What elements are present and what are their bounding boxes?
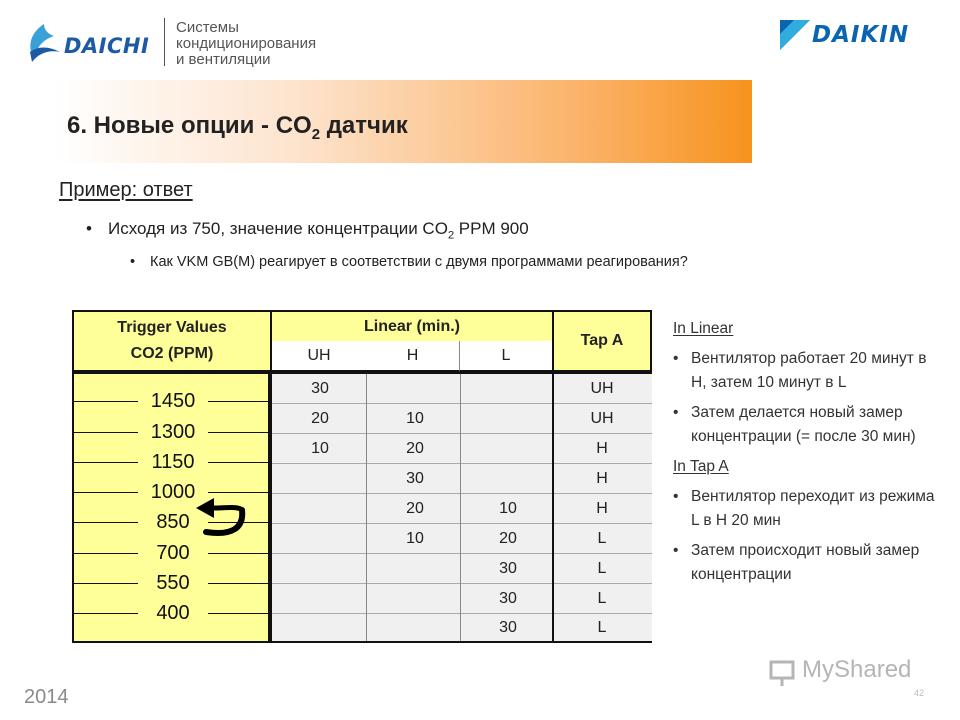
cell-uh	[272, 524, 368, 554]
title-suffix: датчик	[320, 112, 408, 139]
subheader-l: L	[460, 341, 554, 372]
trigger-values-column	[72, 372, 270, 643]
cell-tap: L	[597, 560, 607, 577]
bullet1-prefix: Исходя из 750, значение концентрации CO	[108, 219, 448, 238]
tagline-line-1: Системы	[176, 19, 239, 36]
cell-l	[462, 464, 554, 494]
presentation-icon	[768, 658, 798, 688]
cell-uh: 30	[311, 380, 329, 397]
bullet-dot: •	[86, 219, 92, 238]
note-text: Вентилятор переходит из режима L в H 20 мин	[691, 488, 935, 529]
watermark-text: MyShared	[802, 656, 912, 683]
cell-tap: H	[596, 470, 608, 487]
cell-l: 10	[499, 500, 517, 517]
cell-l	[462, 374, 554, 404]
title-prefix: 6. Новые опции - CO	[67, 112, 312, 139]
bullet-dot: •	[673, 542, 679, 559]
table-row	[272, 464, 652, 494]
trigger-value: 700	[138, 542, 208, 564]
cell-l: 20	[499, 530, 517, 547]
cell-l: 30	[499, 560, 517, 577]
cell-h: 20	[406, 500, 424, 517]
tap-divider	[552, 372, 554, 643]
cell-l	[462, 434, 554, 464]
cell-h	[368, 614, 462, 641]
note-text: Вентилятор работает 20 минут в H, затем 10 минут в L	[691, 350, 927, 391]
trigger-value: 1000	[138, 481, 208, 503]
bullet1-suffix: PPM 900	[454, 219, 529, 238]
footer-year: 2014	[24, 686, 69, 708]
bullet-text	[108, 219, 529, 241]
cell-h: 20	[406, 440, 424, 457]
trigger-value: 1300	[138, 421, 208, 443]
note-item	[673, 485, 943, 533]
cell-tap: H	[596, 440, 608, 457]
daikin-brand-name: DAIKIN	[812, 22, 910, 48]
trigger-value: 850	[138, 511, 208, 533]
page-title	[67, 112, 408, 143]
title-subscript: 2	[311, 125, 321, 143]
grid-divider	[366, 374, 367, 641]
header-tap-a: Tap A	[552, 310, 652, 372]
bullet-dot: •	[673, 350, 679, 367]
cell-tap: L	[597, 618, 607, 636]
tap-heading: In Tap A	[673, 458, 729, 475]
cell-h	[368, 554, 462, 584]
cell-tap: L	[597, 590, 607, 607]
cell-h	[368, 374, 462, 404]
bullet1-subscript: 2	[447, 229, 455, 242]
cell-tap: UH	[590, 410, 614, 427]
table-row	[272, 584, 652, 614]
cell-uh	[272, 554, 368, 584]
trigger-value: 550	[138, 572, 208, 594]
table-row	[272, 524, 652, 554]
table-row	[272, 374, 652, 404]
cell-tap: H	[596, 500, 608, 517]
cell-h: 10	[406, 530, 424, 547]
cell-h: 10	[406, 410, 424, 427]
bullet-dot: •	[673, 488, 679, 505]
table-row	[272, 434, 652, 464]
table-row	[272, 404, 652, 434]
co2-response-table	[72, 310, 652, 643]
header-trigger-line-1: Trigger Values	[117, 319, 227, 336]
cell-uh: 20	[311, 410, 329, 427]
daichi-brand-name: DAICHI	[64, 34, 150, 58]
table-row	[272, 614, 652, 641]
daichi-tagline	[176, 20, 316, 68]
example-subtitle: Пример: ответ	[59, 179, 193, 201]
daichi-logo	[24, 16, 324, 72]
trigger-value: 1150	[138, 451, 208, 473]
cell-l: 30	[499, 590, 517, 607]
tagline-line-3: и вентиляции	[176, 51, 271, 68]
cell-uh: 10	[311, 440, 329, 457]
subheader-uh: UH	[270, 341, 368, 372]
cell-uh	[272, 614, 368, 641]
cell-uh	[272, 584, 368, 614]
note-item	[673, 347, 943, 395]
subheader-h: H	[366, 341, 460, 372]
cell-h	[368, 584, 462, 614]
notes-panel	[673, 317, 943, 589]
grid-divider	[460, 374, 461, 641]
cell-l	[462, 404, 554, 434]
header-trigger-line-2: CO2 (PPM)	[130, 345, 214, 362]
page-number: 42	[914, 688, 925, 698]
linear-heading: In Linear	[673, 320, 734, 337]
return-arrow-icon	[192, 496, 252, 546]
title-band	[55, 80, 752, 163]
note-text: Затем делается новый замер концентрации (= после 30 мин)	[691, 404, 916, 445]
daichi-swirl-icon	[24, 22, 64, 66]
note-text: Затем происходит новый замер концентрации	[691, 542, 920, 583]
table-row	[272, 554, 652, 584]
cell-h: 30	[406, 470, 424, 487]
table-row	[272, 494, 652, 524]
daikin-logo	[780, 20, 936, 52]
bullet-dot: •	[673, 404, 679, 421]
cell-tap: L	[597, 530, 607, 547]
trigger-value: 400	[138, 602, 208, 624]
sub-bullet-text: Как VKM GB(M) реагирует в соответствии с двумя программами реагирования?	[150, 254, 688, 270]
cell-uh	[272, 494, 368, 524]
note-item	[673, 401, 943, 449]
trigger-value: 1450	[138, 390, 208, 412]
cell-tap: UH	[590, 380, 614, 397]
cell-uh	[272, 464, 368, 494]
tagline-line-2: кондиционирования	[176, 35, 317, 52]
logo-divider	[164, 18, 165, 66]
header-linear: Linear (min.)	[270, 310, 554, 343]
bullet-dot: •	[130, 254, 136, 270]
cell-l: 30	[499, 618, 517, 636]
note-item	[673, 539, 943, 587]
daikin-triangle-icon	[780, 20, 810, 50]
header-trigger-values	[72, 310, 272, 372]
